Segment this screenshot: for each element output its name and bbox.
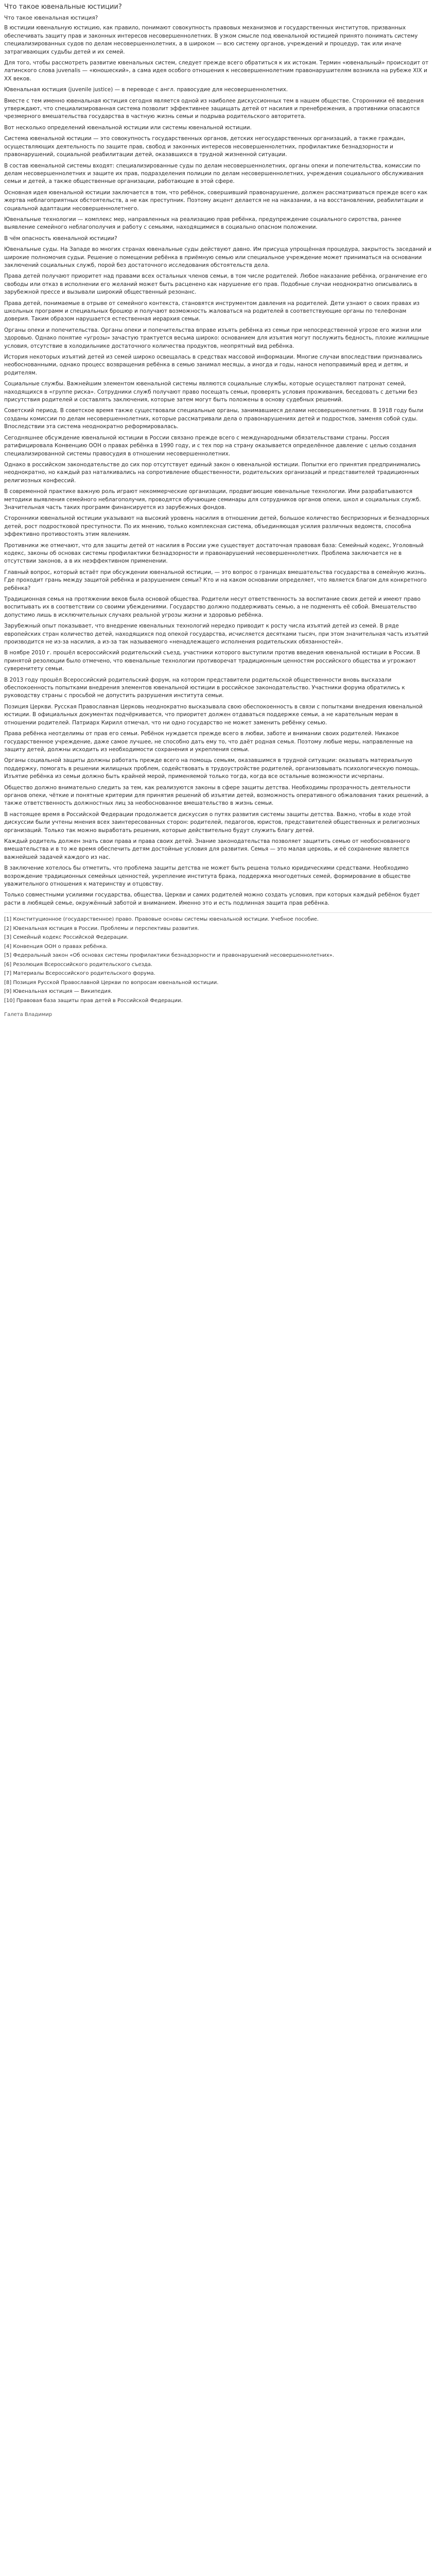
reference-item: [8] Позиция Русской Православной Церкви по вопросам ювенальной юстиции. — [4, 979, 219, 986]
article-paragraph: В чём опасность ювенальной юстиции? — [4, 235, 117, 242]
reference-item: [9] Ювенальная юстиция — Википедия. — [4, 989, 113, 995]
article-paragraph: Сегодняшнее обсуждение ювенальной юстиции в России связано прежде всего с международными обязательствами страны. Россия ратифицировала Конвенцию ООН о правах ребёнка в 1990 году, и с тех пор на страну оказывается определённое давление с целью создания специализированной системы правосудия в отношении несовершеннолетних. — [4, 434, 416, 457]
article-body — [4, 14, 432, 907]
reference-item: [10] Правовая база защиты прав детей в Российской Федерации. — [4, 997, 183, 1004]
article-paragraph: В настоящее время в Российской Федерации продолжается дискуссия о путях развития системы защиты детства. Важно, чтобы в ходе этой дискуссии были учтены мнения всех заинтересованных сторон: родителей, педагогов, юристов, представителей общественных и религиозных организаций. Только так можно выработать решения, которые действительно будут служить благу детей. — [4, 811, 420, 834]
article-paragraph: История некоторых изъятий детей из семей широко освещалась в средствах массовой информации. Многие случаи впоследствии признавались необоснованными, однако процесс возвращения ребёнка в семью занимал месяцы, а иногда и годы, нанося непоправимый вред и детям, и родителям. — [4, 354, 423, 376]
article-paragraph: Ювенальные суды. На Западе во многих странах ювенальные суды действуют давно. Им присуща упрощённая процедура, закрытость заседаний и широкие полномочия судьи. Решение о помещении ребёнка в приёмную семью или специальное учреждение может приниматься на основании заключений социальных служб, порой без достаточного исследования обстоятельств дела. — [4, 246, 432, 268]
article-paragraph: Главный вопрос, который встаёт при обсуждении ювенальной юстиции, — это вопрос о границах вмешательства государства в семейную жизнь. Где проходит грань между защитой ребёнка и разрушением семьи? Кто и на каком основании определяет, что является благом для конкретного ребёнка? — [4, 569, 427, 591]
article-title: Что такое ювенальные юстиции? — [4, 3, 122, 11]
article-paragraph: Только совместными усилиями государства, общества, Церкви и самих родителей можно создать условия, при которых каждый ребёнок будет расти в любящей семье, окружённый заботой и вниманием. Именно это и есть подлинная защита прав ребёнка. — [4, 892, 420, 906]
references-list — [4, 916, 432, 1005]
article-paragraph: Права детей, понимаемые в отрыве от семейного контекста, становятся инструментом давления на родителей. Дети узнают о своих правах из школьных программ и специальных брошюр и получают возможность жаловаться на родителей в соответствующие органы по телефонам доверия. Таким образом нарушается естественная иерархия семьи. — [4, 300, 420, 323]
article-paragraph: Позиция Церкви. Русская Православная Церковь неоднократно высказывала свою обеспокоенность в связи с попытками внедрения ювенальной юстиции. В официальных документах подчёркивается, что приоритет должен отдаваться поддержке семьи, а не карательным мерам в отношении родителей. Патриарх Кирилл отмечал, что ни одно государство не может заменить ребёнку семью. — [4, 703, 423, 726]
references-section — [4, 912, 432, 1005]
article-paragraph: Ювенальные технологии — комплекс мер, направленных на реализацию прав ребёнка, предупреждение социального сиротства, раннее выявление семейного неблагополучия и работу с семьями, находящимися в социально опасном положении. — [4, 216, 402, 231]
reference-item: [5] Федеральный закон «Об основах системы профилактики безнадзорности и правонарушений несовершеннолетних». — [4, 953, 334, 959]
article-paragraph: Органы опеки и попечительства. Органы опеки и попечительства вправе изъять ребёнка из семьи при непосредственной угрозе его жизни или здоровью. Однако понятие «угрозы» зачастую трактуется весьма широко: основанием для изъятия могут послужить бедность, плохие жилищные условия, отсутствие в холодильнике достаточного количества продуктов, неопрятный вид ребёнка. — [4, 327, 429, 349]
article-paragraph: Система ювенальной юстиции — это совокупность государственных органов, детских негосударственных организаций, а также граждан, осуществляющих деятельность по защите прав, свобод и законных интересов несовершеннолетних, профилактике безнадзорности и правонарушений, социальной реабилитации детей, оказавшихся в трудной жизненной ситуации. — [4, 135, 406, 158]
article-paragraph: В заключение хотелось бы отметить, что проблема защиты детства не может быть решена только юридическими средствами. Необходимо возрождение традиционных семейных ценностей, укрепление института брака, поддержка многодетных семей, формирование в обществе уважительного отношения к материнству и отцовству. — [4, 865, 411, 887]
article-paragraph: Права детей получают приоритет над правами всех остальных членов семьи, в том числе родителей. Любое наказание ребёнка, ограничение его свободы или отказ в исполнении его желаний может быть расценено как нарушение его прав. Подобные случаи неоднократно описывались в зарубежной прессе и вызывали широкий общественный резонанс. — [4, 273, 427, 296]
article-paragraph: Сторонники ювенальной юстиции указывают на высокий уровень насилия в отношении детей, большое количество беспризорных и безнадзорных детей, рост подростковой преступности. По их мнению, только комплексная система, объединяющая усилия различных ведомств, способна эффективно противостоять этим явлениям. — [4, 515, 429, 538]
article-paragraph: Вот несколько определений ювенальной юстиции или системы ювенальной юстиции. — [4, 124, 252, 131]
reference-item: [3] Семейный кодекс Российской Федерации. — [4, 935, 129, 941]
article-paragraph: Традиционная семья на протяжении веков была основой общества. Родители несут ответственность за воспитание своих детей и имеют право воспитывать их в соответствии со своими убеждениями. Государство должно поддерживать семью, а не подменять её собой. Вмешательство допустимо лишь в исключительных случаях реальной угрозы жизни и здоровью ребёнка. — [4, 596, 421, 618]
reference-item: [2] Ювенальная юстиция в России. Проблемы и перспективы развития. — [4, 925, 199, 931]
paragraph-list — [4, 24, 432, 907]
article-paragraph: Вместе с тем именно ювенальная юстиция сегодня является одной из наиболее дискуссионных тем в нашем обществе. Сторонники её введения утверждают, что специализированная система позволит эффективнее защищать детей от насилия и пренебрежения, а противники опасаются чрезмерного вмешательства государства в частную жизнь семьи и подрыва родительского авторитета. — [4, 97, 424, 120]
article-subtitle: Что такое ювенальная юстиция? — [4, 15, 98, 21]
article-paragraph: В современной практике важную роль играют некоммерческие организации, продвигающие ювенальные технологии. Ими разрабатываются методики выявления семейного неблагополучия, проводятся обучающие семинары для сотрудников органов опеки, школ и социальных служб. Значительная часть таких программ финансируется из зарубежных фондов. — [4, 488, 421, 511]
reference-item: [7] Материалы Всероссийского родительского форума. — [4, 971, 155, 977]
article-paragraph: Противники же отмечают, что для защиты детей от насилия в России уже существует достаточная правовая база: Семейный кодекс, Уголовный кодекс, законы об основах системы профилактики безнадзорности и правонарушений несовершеннолетних. Проблема заключается не в отсутствии законов, а в их неэффективном применении. — [4, 542, 424, 565]
reference-item: [4] Конвенция ООН о правах ребёнка. — [4, 943, 108, 950]
author-footer: Галета Владимир — [4, 1012, 53, 1018]
article-paragraph: В 2013 году прошёл Всероссийский родительский форум, на котором представители родительской общественности вновь высказали обеспокоенность попытками внедрения элементов ювенальной юстиции в российское законодательство. Участники форума обратились к руководству страны с просьбой не допустить разрушения института семьи. — [4, 676, 405, 699]
article-paragraph: Зарубежный опыт показывает, что внедрение ювенальных технологий нередко приводит к росту числа изъятий детей из семей. В ряде европейских стран количество детей, находящихся под опекой государства, исчисляется десятками тысяч, при этом значительная часть изъятий производится не из-за насилия, а из-за так называемого «ненадлежащего исполнения родительских обязанностей». — [4, 623, 429, 646]
article-paragraph: В ноябре 2010 г. прошёл всероссийский родительский съезд, участники которого выступили против введения ювенальной юстиции в России. В принятой резолюции было отмечено, что ювенальные технологии противоречат традиционным ценностям российского общества и угрожают суверенитету семьи. — [4, 650, 421, 672]
reference-item: [6] Резолюция Всероссийского родительского съезда. — [4, 961, 153, 968]
article-paragraph: Общество должно внимательно следить за тем, как реализуются законы в сфере защиты детства. Необходимы прозрачность деятельности органов опеки, чёткие и понятные критерии для принятия решений об изъятии детей, возможность оперативного обжалования таких решений, а также ответственность должностных лиц за необоснованное вмешательство в жизнь семьи. — [4, 784, 429, 807]
article-paragraph: Советский период. В советское время также существовали специальные органы, занимавшиеся делами несовершеннолетних. В 1918 году были созданы комиссии по делам несовершеннолетних, которые рассматривали дела о правонарушениях детей и подростков, заменяя собой суды. Впоследствии эта система неоднократно реформировалась. — [4, 408, 424, 430]
article-paragraph: Социальные службы. Важнейшим элементом ювенальной системы являются социальные службы, которые осуществляют патронат семей, находящихся в «группе риска». Сотрудники служб получают право посещать семьи, проверять условия проживания, беседовать с детьми без присутствия родителей и составлять заключения, которые затем могут быть положены в основу судебных решений. — [4, 381, 417, 403]
article-paragraph: Органы социальной защиты должны работать прежде всего на помощь семьям, оказавшимся в трудной ситуации: оказывать материальную поддержку, помогать в решении жилищных проблем, содействовать в трудоустройстве родителей, организовывать психологическую помощь. Изъятие ребёнка из семьи должно быть крайней мерой, применяемой только тогда, когда все остальные возможности исчерпаны. — [4, 757, 420, 780]
article-paragraph: Каждый родитель должен знать свои права и права своих детей. Знание законодательства позволяет защитить семью от необоснованного вмешательства и в то же время обеспечить детям достойные условия для развития. Семья — это малая церковь, и её сохранение является важнейшей задачей каждого из нас. — [4, 838, 410, 860]
article-paragraph: Однако в российском законодательстве до сих пор отсутствует единый закон о ювенальной юстиции. Попытки его принятия предпринимались неоднократно, но каждый раз наталкивались на сопротивление общественности, родительских организаций и представителей традиционных религиозных конфессий. — [4, 461, 421, 484]
article-paragraph: Для того, чтобы рассмотреть развитие ювенальных систем, следует прежде всего обратиться к их истокам. Термин «ювенальный» происходит от латинского слова juvenalis — «юношеский», а сама идея особого отношения к несовершеннолетним правонарушителям возникла на рубеже XIX и XX веков. — [4, 60, 429, 82]
article-paragraph: Права ребёнка неотделимы от прав его семьи. Ребёнок нуждается прежде всего в любви, заботе и внимании своих родителей. Никакое государственное учреждение, даже самое лучшее, не способно дать ему то, что даёт родная семья. Поэтому любые меры, направленные на защиту детей, должны исходить из необходимости сохранения и укрепления семьи. — [4, 731, 413, 753]
reference-item: [1] Конституционное (государственное) право. Правовые основы системы ювенальной юстиции. Учебное пособие. — [4, 917, 319, 923]
article-paragraph: В состав ювенальной системы входят: специализированные суды по делам несовершеннолетних, органы опеки и попечительства, комиссии по делам несовершеннолетних и защите их прав, подразделения полиции по делам несовершеннолетних, учреждения социального обслуживания семьи и детей, а также общественные организации, работающие в этой сфере. — [4, 162, 424, 185]
article-paragraph: Ювенальная юстиция (juvenile justice) — в переводе с англ. правосудие для несовершеннолетних. — [4, 87, 288, 93]
article-paragraph: В юстиции ювенальную юстицию, как правило, понимают совокупность правовых механизмов и государственных институтов, призванных обеспечивать защиту прав и законных интересов несовершеннолетних. В узком смысле под ювенальной юстицией принято понимать систему специализированных судов по делам несовершеннолетних, а в широком — всю систему органов, учреждений и процедур, так или иначе затрагивающих судьбы детей и их семей. — [4, 25, 418, 55]
article-paragraph: Основная идея ювенальной юстиции заключается в том, что ребёнок, совершивший правонарушение, должен рассматриваться прежде всего как жертва неблагоприятных обстоятельств, а не как преступник. Поэтому акцент делается не на наказании, а на восстановлении, реабилитации и социальной адаптации несовершеннолетнего. — [4, 189, 428, 212]
